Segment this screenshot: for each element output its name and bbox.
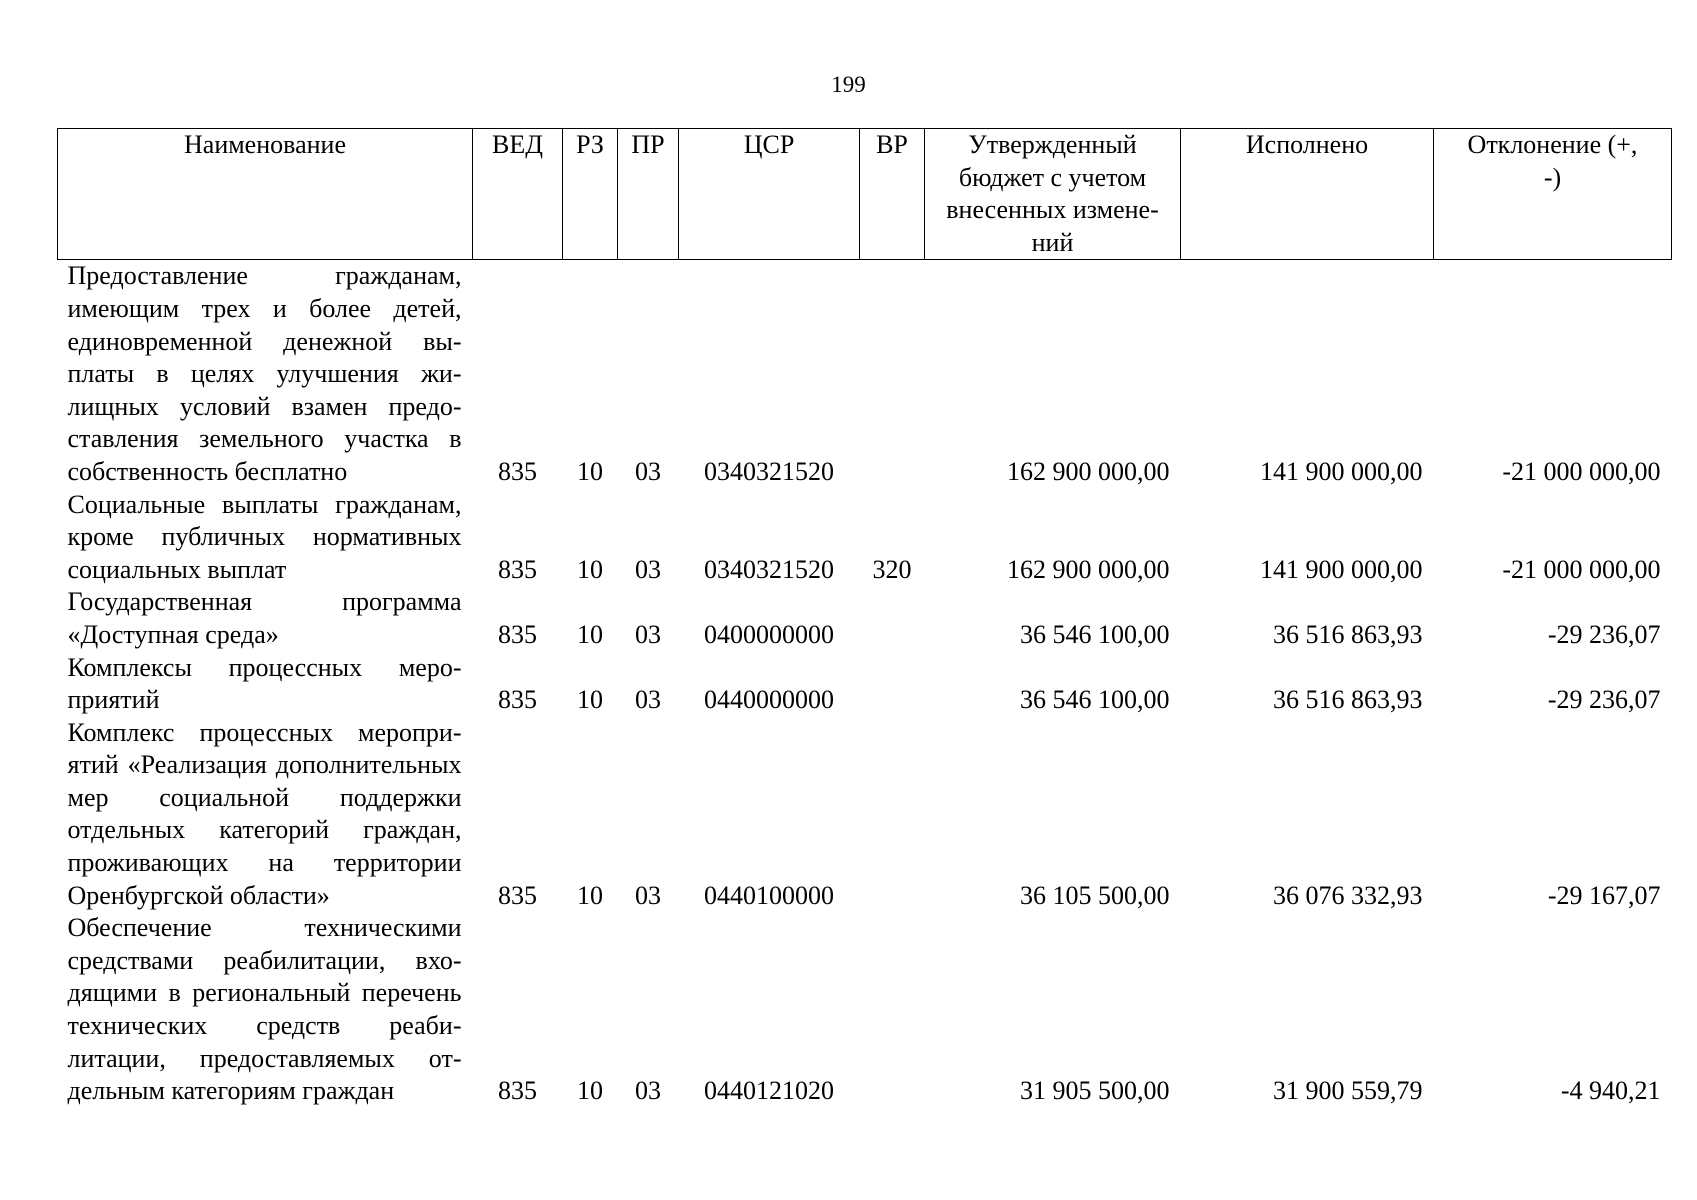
row-pr: 03 <box>635 880 661 910</box>
header-approved: Утвержденный бюджет с учетом внесенных измене-ний <box>925 129 1181 260</box>
header-ved: ВЕД <box>473 129 563 260</box>
row-approved: 162 900 000,00 <box>1007 456 1170 486</box>
row-csr: 0440000000 <box>704 685 834 715</box>
row-ved: 835 <box>498 880 537 910</box>
table-row <box>58 912 1672 1108</box>
table-row <box>58 717 1672 913</box>
row-approved: 162 900 000,00 <box>1007 554 1170 584</box>
header-pr: ПР <box>618 129 679 260</box>
header-vr: ВР <box>860 129 925 260</box>
row-deviation: -21 000 000,00 <box>1502 456 1661 486</box>
row-name: Обеспечение техническими средствами реабилитации, входящими в региональный перечень технических средств реабилитации, предоставляемых отдельным категориям граждан <box>67 913 462 1106</box>
row-approved: 36 105 500,00 <box>1020 880 1170 910</box>
row-name: Комплексы процессных мероприятий <box>67 652 462 715</box>
row-rz: 10 <box>577 685 603 715</box>
row-pr: 03 <box>635 1076 661 1106</box>
row-name: Предоставление гражданам, имеющим трех и более детей, единовременной денежной выплаты в целях улучшения жилищных условий взамен предоставления земельного участка в собственность бесплатно <box>67 261 462 486</box>
row-csr: 0400000000 <box>704 619 834 649</box>
row-executed: 36 516 863,93 <box>1273 685 1423 715</box>
row-approved: 36 546 100,00 <box>1020 685 1170 715</box>
page-number: 199 <box>831 72 866 97</box>
row-name: Социальные выплаты гражданам, кроме публичных нормативных социальных выплат <box>67 489 462 584</box>
row-deviation: -4 940,21 <box>1560 1076 1661 1106</box>
row-executed: 36 516 863,93 <box>1273 619 1423 649</box>
row-vr <box>860 586 925 651</box>
row-pr: 03 <box>635 554 661 584</box>
header-rz: РЗ <box>563 129 618 260</box>
row-vr <box>860 912 925 1108</box>
row-deviation: -29 167,07 <box>1547 880 1661 910</box>
row-ved: 835 <box>498 685 537 715</box>
row-executed: 36 076 332,93 <box>1273 880 1423 910</box>
row-ved: 835 <box>498 554 537 584</box>
row-csr: 0340321520 <box>704 554 834 584</box>
row-rz: 10 <box>577 619 603 649</box>
row-rz: 10 <box>577 456 603 486</box>
row-csr: 0440121020 <box>704 1076 834 1106</box>
budget-table <box>57 128 1672 1108</box>
row-name: Государственная программа «Доступная среда» <box>67 587 462 649</box>
row-executed: 141 900 000,00 <box>1260 554 1423 584</box>
header-deviation: Отклонение (+, -) <box>1434 129 1672 260</box>
table-body <box>58 260 1672 1108</box>
header-row <box>58 129 1672 260</box>
row-executed: 31 900 559,79 <box>1273 1076 1423 1106</box>
row-approved: 31 905 500,00 <box>1020 1076 1170 1106</box>
row-pr: 03 <box>635 685 661 715</box>
row-csr: 0440100000 <box>704 880 834 910</box>
row-approved: 36 546 100,00 <box>1020 619 1170 649</box>
header-executed: Исполнено <box>1181 129 1434 260</box>
row-deviation: -21 000 000,00 <box>1502 554 1661 584</box>
row-vr <box>860 652 925 717</box>
row-pr: 03 <box>635 456 661 486</box>
row-ved: 835 <box>498 619 537 649</box>
row-rz: 10 <box>577 554 603 584</box>
row-rz: 10 <box>577 1076 603 1106</box>
row-rz: 10 <box>577 880 603 910</box>
row-deviation: -29 236,07 <box>1547 685 1661 715</box>
header-csr: ЦСР <box>679 129 860 260</box>
row-executed: 141 900 000,00 <box>1260 456 1423 486</box>
row-pr: 03 <box>635 619 661 649</box>
row-ved: 835 <box>498 1076 537 1106</box>
table-row <box>58 652 1672 717</box>
row-vr <box>860 717 925 913</box>
row-vr: 320 <box>872 554 912 584</box>
row-csr: 0340321520 <box>704 456 834 486</box>
header-name: Наименование <box>58 129 473 260</box>
row-name: Комплекс процессных мероприятий «Реализация дополнительных мер социальной поддержки отдельных категорий граждан, проживающих на территории Оренбургской области» <box>67 717 462 910</box>
table-header <box>58 129 1672 260</box>
table-row <box>58 260 1672 489</box>
row-deviation: -29 236,07 <box>1547 619 1661 649</box>
row-vr <box>860 260 925 489</box>
table-row <box>58 586 1672 651</box>
row-ved: 835 <box>498 456 537 486</box>
table-row <box>58 489 1672 587</box>
